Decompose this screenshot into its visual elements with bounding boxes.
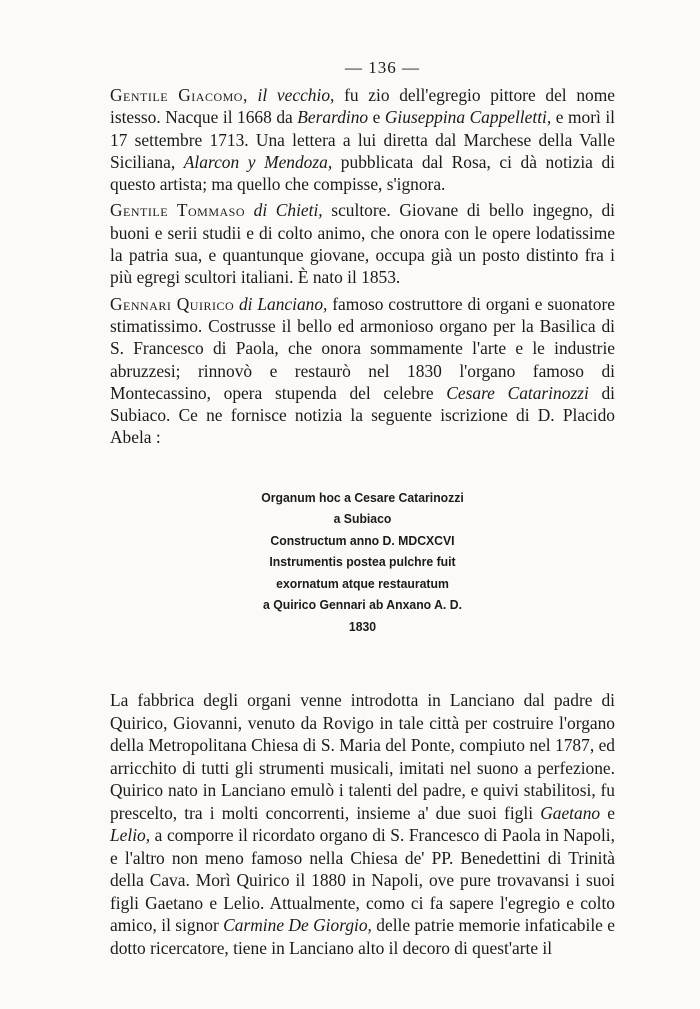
inscription-line: 1830 — [348, 618, 377, 634]
entry-italic: Alarcon y Mendoza, — [183, 151, 333, 172]
entry-text: scultore. Giovane di bello ingegno, di buoni e serii studii e di colto animo, che onora con le opere lodatissime la patria sua, e quantunque giovane, occupa già un posto distinto fra i più egregi scultori italiani. È nato il 1853. — [110, 200, 615, 288]
entry-text: di Subiaco. Ce ne fornisce notizia la seguente iscrizione di D. Placido Abela : — [110, 382, 615, 448]
entry-epithet: di Lanciano, — [238, 293, 328, 314]
entry-epithet: il vecchio, — [257, 85, 335, 105]
entry-italic: Berardino — [297, 107, 369, 128]
paragraph-text: e — [600, 802, 615, 823]
inscription-block — [130, 487, 595, 638]
entry-italic: Cesare Catarinozzi — [446, 382, 589, 403]
entry-text: e morì il 17 settembre 1713. Una lettera a lui diretta dal Marchese della Valle Siciliana, — [110, 107, 615, 172]
paragraph-italic: Carmine De Giorgio, — [223, 915, 372, 936]
entry-text: fu zio dell'egregio pittore del nome istesso. Nacque il 1668 da — [110, 85, 615, 128]
entry-name: Gentile Tommaso — [110, 200, 245, 221]
inscription-line: a Subiaco — [333, 511, 392, 527]
inscription-line: Constructum anno D. MDCXCVI — [270, 532, 455, 548]
entry-epithet: di Chieti, — [253, 200, 323, 221]
entry-text: famoso costruttore di organi e suonatore stimatissimo. Costrusse il bello ed armonioso organo per la Basilica di S. Francesco di Paola, che onora sommamente l'arte e le industrie abruzzesi; rinnovò e restaurò nel 1830 l'organo famoso di Montecassino, opera stupenda del celebre — [110, 293, 615, 403]
entry-gennari-quirico — [110, 293, 615, 449]
inscription-line: Organum hoc a Cesare Catarinozzi — [261, 489, 464, 505]
entry-name: Gentile Giacomo, — [110, 85, 248, 105]
entry-gentile-giacomo — [110, 84, 615, 195]
paragraph-italic: Gaetano — [540, 802, 601, 823]
inscription-line: Instrumentis postea pulchre fuit — [269, 554, 456, 570]
document-page — [110, 58, 615, 963]
inscription-line: a Quirico Gennari ab Anxano A. D. — [263, 597, 462, 613]
entry-text: e — [368, 107, 385, 128]
page-number: — 136 — — [345, 58, 420, 77]
paragraph-italic: Lelio, — [110, 825, 151, 846]
entry-italic: Giuseppina Cappelletti, — [384, 107, 552, 128]
paragraph-text: a comporre il ricordato organo di S. Francesco di Paola in Napoli, e l'altro non meno famoso nella Chiesa de' PP. Benedettini di Trinità della Cava. Morì Quirico il 1880 in Napoli, ove pure trovavansi i suoi figli Gaetano e Lelio. Attualmente, como ci fa sapere l'egregio e colto amico, il signor — [110, 825, 615, 936]
paragraph-text: delle patrie memorie infaticabile e dotto ricercatore, tiene in Lanciano alto il decoro di quest'arte il — [110, 915, 615, 958]
entry-text: pubblicata dal Rosa, ci dà notizia di questo artista; ma quello che compisse, s'ignora. — [110, 151, 615, 195]
entry-name: Gennari Quirico — [110, 293, 235, 314]
inscription-line: exornatum atque restauratum — [276, 575, 449, 591]
closing-paragraph — [110, 689, 615, 959]
paragraph-text: La fabbrica degli organi venne introdotta in Lanciano dal padre di Quirico, Giovanni, venuto da Rovigo in tale città per costruire l'organo della Metropolitana Chiesa di S. Maria del Ponte, compiuto nel 1787, ed arricchito di tutti gli strumenti musicali, imitati nel suono a perfezione. Quirico nato in Lanciano emulò i talenti del padre, e quivi stabilitosi, fu prescelto, tra i molti concorrenti, insieme a' due suoi figli — [110, 690, 615, 823]
entry-gentile-tommaso — [110, 199, 615, 288]
